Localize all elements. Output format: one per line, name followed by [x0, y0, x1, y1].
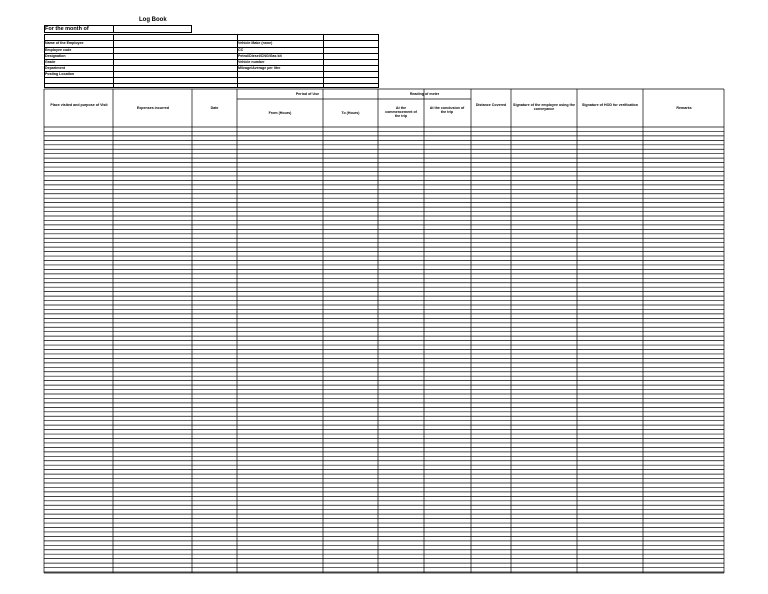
- col-to-header: To (Hours): [341, 111, 360, 115]
- employee-name-label: Name of the Employee: [45, 41, 84, 45]
- posting-location-label: Posting Location: [45, 71, 75, 76]
- col-date-header: Date: [210, 106, 219, 110]
- col-expenses-header: Expenses incurred: [136, 106, 170, 110]
- vehicle-make-label: Vehicle Make (none): [238, 41, 273, 45]
- col-from-header: From (Hours): [268, 111, 292, 115]
- vehicle-number-label: Vehicle number: [238, 59, 265, 64]
- col-sig-hod-header: Signature of HOD for verification: [582, 103, 638, 107]
- col-conclusion-header: At the conclusion of the trip: [429, 106, 465, 115]
- employee-code-label: Employee code: [45, 47, 72, 52]
- reading-of-meter-header: Reading of meter: [409, 92, 440, 96]
- grade-label: Grade: [45, 59, 56, 64]
- col-remarks-header: Remarks: [676, 106, 692, 110]
- col-place-header: Place visited and purpose of Visit: [50, 103, 108, 107]
- cc-label: CC: [238, 47, 244, 52]
- fuel-type-label: Petrol/Diesel/CNG/Gas kit: [238, 53, 282, 58]
- designation-label: Designation: [45, 53, 66, 58]
- col-commencement-header: At the commencement of the trip: [385, 106, 417, 119]
- month-label: For the month of: [45, 26, 89, 32]
- department-label: Department: [45, 65, 65, 70]
- mileage-label: Mileage/Average per litre: [238, 65, 281, 70]
- period-of-use-header: Period of Use: [295, 92, 320, 96]
- page-title: Log Book: [139, 17, 167, 23]
- col-distance-header: Distance Covered: [475, 103, 507, 107]
- col-sig-employee-header: Signature of the employee using the conveyance: [513, 103, 575, 112]
